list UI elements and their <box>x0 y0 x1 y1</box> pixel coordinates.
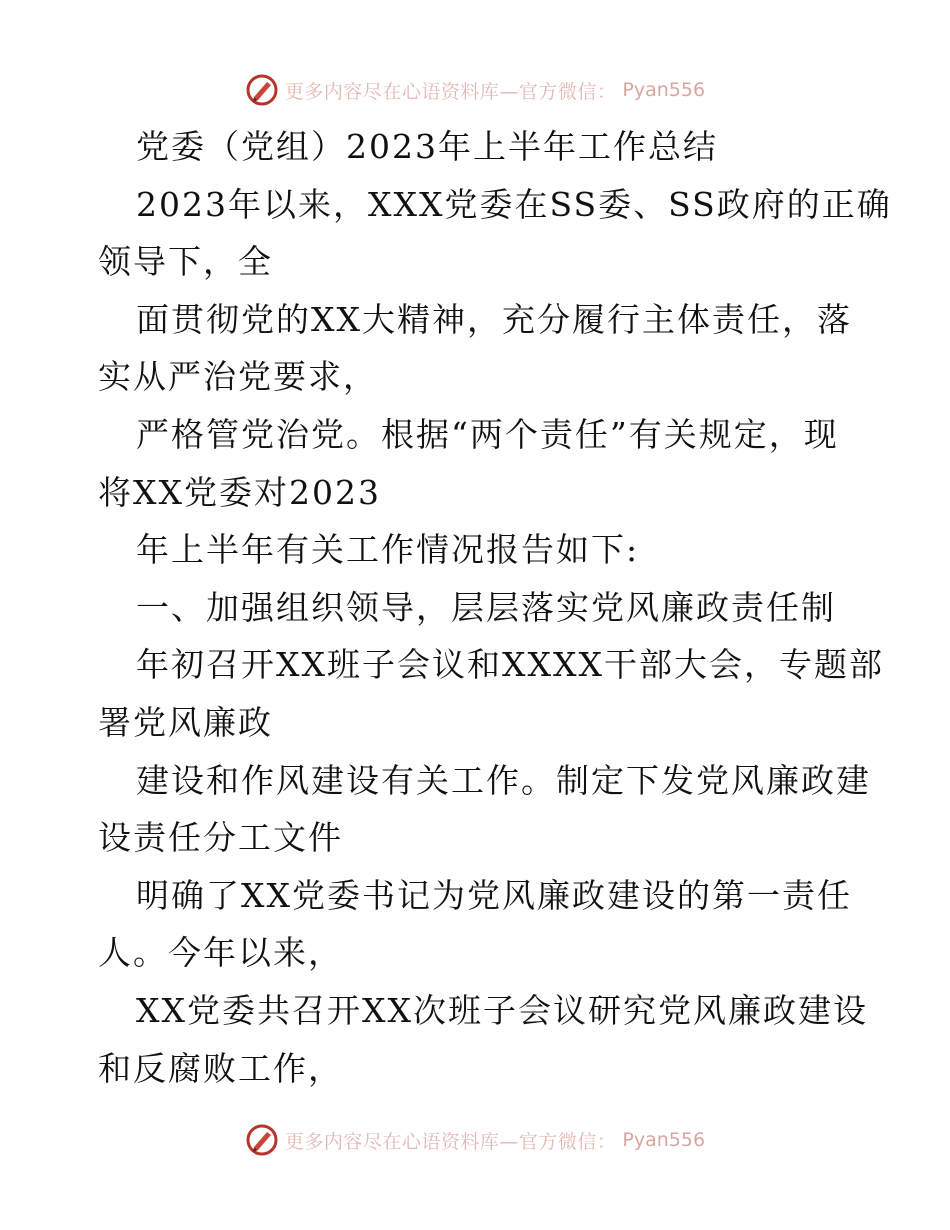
text-line: 年上半年有关工作情况报告如下: <box>136 530 640 570</box>
watermark-text: 更多内容尽在心语资料库—官方微信： <box>284 80 617 103</box>
text-line: 领导下，全 <box>98 242 273 282</box>
pen-logo-icon <box>245 1123 279 1157</box>
text-line: 设责任分工文件 <box>98 818 343 858</box>
text-line: 严格管党治党。根据“两个责任”有关规定，现 <box>136 414 839 454</box>
watermark-wechat-id: Pyan556 <box>622 1129 706 1151</box>
text-line: 将XX党委对2023 <box>98 472 381 512</box>
watermark-text: 更多内容尽在心语资料库—官方微信： <box>284 1130 617 1153</box>
text-line: 2023年以来，XXX党委在SS委、SS政府的正确 <box>136 184 892 224</box>
document-title: 党委（党组）2023年上半年工作总结 <box>136 127 718 166</box>
text-line: 人。今年以来， <box>98 933 343 973</box>
document-body <box>98 118 892 1097</box>
text-line: 署党风廉政 <box>98 702 273 742</box>
text-line: 实从严治党要求， <box>98 357 378 397</box>
watermark-wechat-id: Pyan556 <box>622 79 706 101</box>
text-line: 和反腐败工作， <box>98 1048 343 1088</box>
pen-logo-icon <box>245 73 279 107</box>
header-watermark <box>0 70 950 110</box>
text-line: 年初召开XX班子会议和XXXX干部大会，专题部 <box>136 645 884 685</box>
text-line: 面贯彻党的XX大精神，充分履行主体责任，落 <box>136 299 852 339</box>
section-heading: 一、加强组织领导，层层落实党风廉政责任制 <box>136 587 836 627</box>
text-line: 建设和作风建设有关工作。制定下发党风廉政建 <box>136 760 871 800</box>
text-line: 明确了XX党委书记为党风廉政建设的第一责任 <box>136 875 852 915</box>
footer-watermark <box>0 1120 950 1160</box>
text-line: XX党委共召开XX次班子会议研究党风廉政建设 <box>136 990 868 1030</box>
